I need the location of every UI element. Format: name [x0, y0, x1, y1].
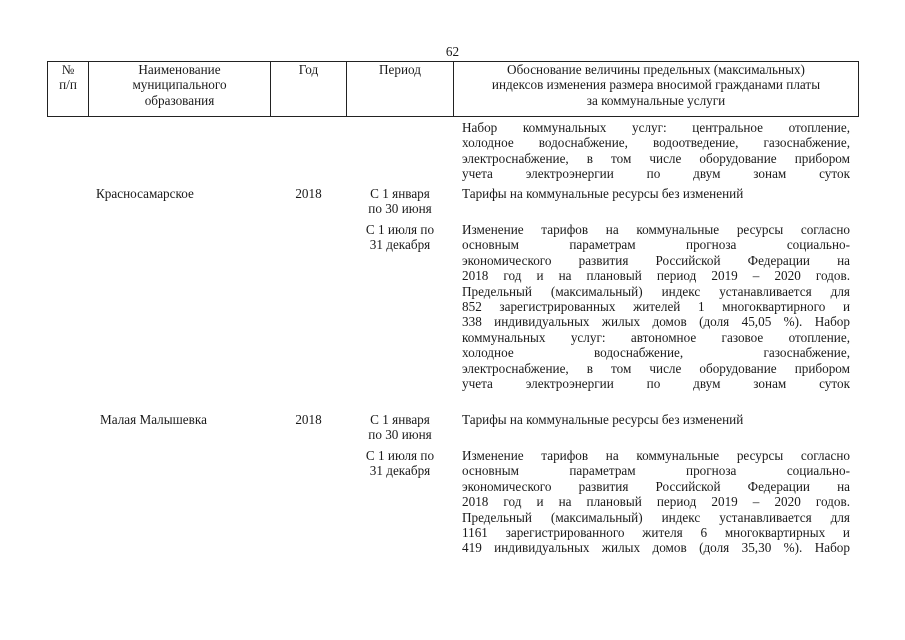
period-cell: [347, 412, 453, 443]
text-line: Изменение тарифов на коммунальные ресурсы согласно: [462, 222, 850, 237]
text-line: основным параметрам прогноза социально-: [462, 463, 850, 479]
period-text: 31 декабря: [369, 237, 431, 253]
period-cell: [347, 222, 453, 253]
header-col-basis: [454, 62, 858, 108]
header-col-name: [89, 62, 270, 108]
header-text: индексов изменения размера вносимой гражданами платы: [491, 77, 821, 93]
header-text: Год: [298, 62, 319, 77]
header-col-year: [271, 62, 346, 77]
text-line: 1161 зарегистрированного жителя 6 многоквартирных и: [462, 524, 850, 540]
header-text: №: [61, 62, 75, 77]
text-line: холодное водоснабжение, водоотведение, газоснабжение,: [462, 135, 850, 151]
period-cell: [347, 186, 453, 217]
text-line: Предельный (максимальный) индекс устанавливается для: [462, 283, 850, 299]
text-line: 419 индивидуальных жилых домов (доля 35,30 %). Набор: [462, 540, 850, 556]
header-text: п/п: [59, 77, 77, 93]
text-line: 2018 год и на плановый период 2019 – 2020 годов.: [462, 494, 850, 510]
basis-paragraph: [462, 222, 850, 391]
header-text: муниципального: [132, 77, 227, 93]
period-cell: [347, 448, 453, 479]
year-cell: 2018: [295, 186, 322, 201]
text-line: холодное водоснабжение, газоснабжение,: [462, 345, 850, 361]
basis-paragraph: [462, 448, 850, 556]
header-text: Период: [379, 62, 421, 77]
text-line: Набор коммунальных услуг: центральное отопление,: [462, 120, 850, 135]
text-line: экономического развития Российской Федерации на: [462, 252, 850, 268]
text-line: учета электроэнергии по двум зонам суток: [462, 166, 850, 182]
period-text: 31 декабря: [369, 463, 431, 479]
text-line: экономического развития Российской Федерации на: [462, 478, 850, 494]
text-line: основным параметрам прогноза социально-: [462, 237, 850, 253]
header-text: за коммунальные услуги: [586, 92, 726, 108]
text-line: 852 зарегистрированных жителей 1 многоквартирного и: [462, 298, 850, 314]
text-line: электроснабжение, в том числе оборудование прибором: [462, 360, 850, 376]
text-line: Изменение тарифов на коммунальные ресурсы согласно: [462, 448, 850, 463]
continuation-paragraph: [462, 120, 850, 182]
period-text: С 1 января: [370, 186, 430, 201]
header-text: Наименование: [138, 62, 221, 77]
text-line: учета электроэнергии по двум зонам суток: [462, 375, 850, 391]
period-text: по 30 июня: [368, 427, 432, 443]
municipality-name: Малая Малышевка: [100, 412, 207, 427]
text-line: коммунальных услуг: автономное газовое отопление,: [462, 329, 850, 345]
municipality-name: Красносамарское: [96, 186, 194, 201]
text-line: 2018 год и на плановый период 2019 – 2020 годов.: [462, 268, 850, 284]
header-col-period: [347, 62, 453, 77]
year-cell: 2018: [295, 412, 322, 427]
period-text: по 30 июня: [368, 201, 432, 217]
basis-no-change: Тарифы на коммунальные ресурсы без изменений: [462, 186, 744, 201]
period-text: С 1 января: [370, 412, 430, 427]
text-line: 338 индивидуальных жилых домов (доля 45,05 %). Набор: [462, 314, 850, 330]
period-text: С 1 июля по: [365, 448, 435, 463]
period-text: С 1 июля по: [365, 222, 435, 237]
header-divider: [858, 61, 859, 117]
text-line: электроснабжение, в том числе оборудование прибором: [462, 150, 850, 166]
header-text: Обоснование величины предельных (максимальных): [507, 62, 805, 77]
page-number: 62: [445, 44, 460, 59]
header-text: образования: [144, 92, 215, 108]
text-line: Предельный (максимальный) индекс устанавливается для: [462, 509, 850, 525]
basis-no-change: Тарифы на коммунальные ресурсы без изменений: [462, 412, 744, 427]
header-col-number: [48, 62, 88, 93]
